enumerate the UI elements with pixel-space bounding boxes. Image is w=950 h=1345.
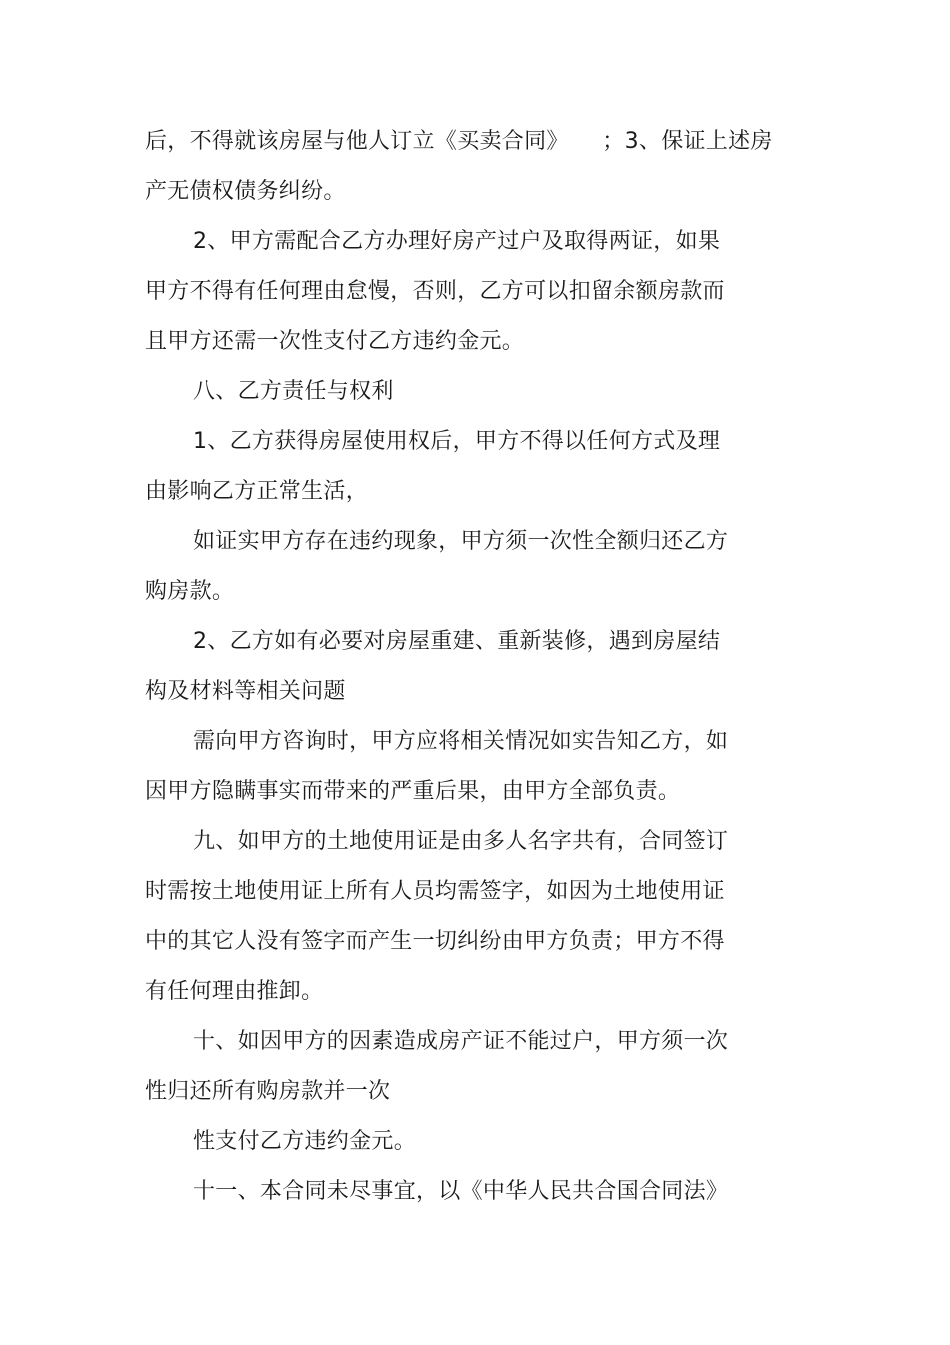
text-line: 购房款。 [145,579,235,604]
text-line: 因甲方隐瞒事实而带来的严重后果，由甲方全部负责。 [145,779,681,804]
section-paragraph: 十一、本合同未尽事宜，以《中华人民共合国合同法》 [193,1179,729,1204]
text-line: 由影响乙方正常生活， [145,479,369,504]
text-line: 后，不得就该房屋与他人订立《买卖合同》 ；3、保证上述房 [145,129,773,154]
text-line: 2、甲方需配合乙方办理好房产过户及取得两证，如果 [193,229,721,254]
text-line: 如证实甲方存在违约现象，甲方须一次性全额归还乙方 [193,529,729,554]
text-line: 中的其它人没有签字而产生一切纠纷由甲方负责；甲方不得 [145,929,725,954]
text-line: 甲方不得有任何理由怠慢，否则，乙方可以扣留余额房款而 [145,279,725,304]
text-line: 1、乙方获得房屋使用权后，甲方不得以任何方式及理 [193,429,721,454]
text-line: 2、乙方如有必要对房屋重建、重新装修，遇到房屋结 [193,629,721,654]
section-heading: 八、乙方责任与权利 [193,379,394,404]
text-line: 性归还所有购房款并一次 [145,1079,391,1104]
text-line: 产无债权债务纠纷。 [145,179,346,204]
text-line: 且甲方还需一次性支付乙方违约金元。 [145,329,525,354]
text-line: 性支付乙方违约金元。 [193,1129,417,1154]
section-paragraph: 九、如甲方的土地使用证是由多人名字共有，合同签订 [193,829,729,854]
text-line: 构及材料等相关问题 [145,679,346,704]
text-line: 需向甲方咨询时，甲方应将相关情况如实告知乙方，如 [193,729,729,754]
text-line: 时需按土地使用证上所有人员均需签字，如因为土地使用证 [145,879,725,904]
section-paragraph: 十、如因甲方的因素造成房产证不能过户，甲方须一次 [193,1029,729,1054]
text-line: 有任何理由推卸。 [145,979,324,1004]
